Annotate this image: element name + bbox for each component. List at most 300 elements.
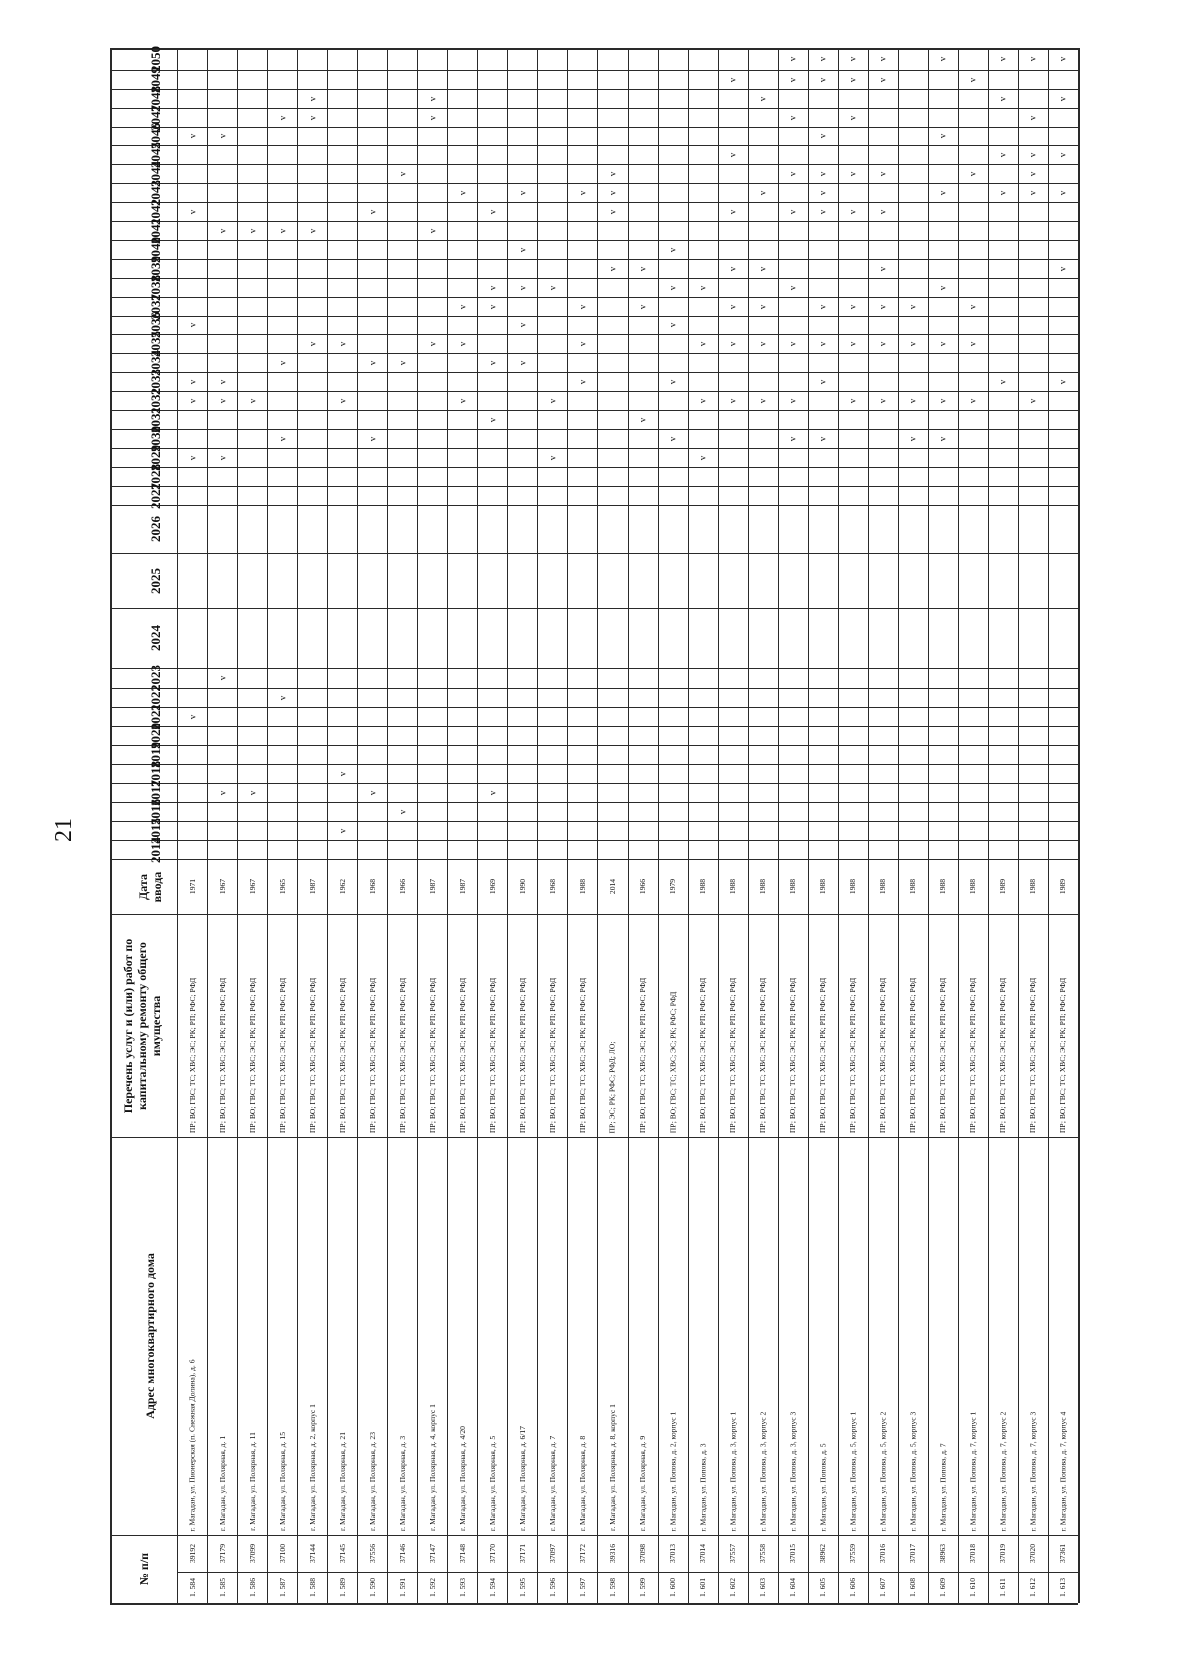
house-id: 37172 — [577, 1544, 587, 1563]
checkmark-2033: v — [997, 379, 1008, 384]
row-number: 1. 589 — [337, 1578, 347, 1597]
house-address: г. Магадан, ул. Попова, д. 5, корпус 1 — [848, 1411, 858, 1531]
checkmark-2046: v — [817, 133, 828, 139]
year-header-2040: 2040 — [147, 236, 163, 263]
house-address: г. Магадан, ул. Попова, д. 5, корпус 3 — [908, 1411, 918, 1531]
checkmark-2021: v — [186, 714, 197, 719]
commissioning-date: 1988 — [968, 878, 978, 895]
checkmark-2050: v — [997, 56, 1008, 62]
checkmark-2029: v — [547, 455, 558, 460]
grid-line — [447, 48, 448, 1603]
year-header-2033: 2033 — [147, 368, 163, 395]
checkmark-2042: v — [607, 209, 618, 214]
checkmark-2034: v — [276, 360, 287, 365]
house-id: 37018 — [968, 1544, 978, 1563]
checkmark-2049: v — [847, 77, 858, 82]
commissioning-date: 1962 — [337, 878, 347, 895]
grid-line — [110, 668, 1078, 669]
checkmark-2044: v — [607, 171, 618, 176]
grid-line — [110, 297, 1078, 298]
services-list: ПР; ВО; ГВС; ТС; ХВС; ЭС; РК; РП; РФС; РФД — [908, 977, 918, 1134]
checkmark-2015: v — [336, 828, 347, 833]
checkmark-2043: v — [997, 190, 1008, 195]
year-header-2015: 2015 — [147, 817, 163, 844]
checkmark-2035: v — [427, 341, 438, 346]
row-number: 1. 602 — [728, 1578, 738, 1597]
checkmark-2039: v — [877, 266, 888, 271]
house-id: 37147 — [427, 1544, 437, 1563]
checkmark-2045: v — [1057, 152, 1068, 157]
checkmark-2042: v — [487, 209, 498, 214]
grid-line — [110, 840, 1078, 841]
grid-line — [628, 48, 629, 1603]
checkmark-2042: v — [817, 209, 828, 214]
checkmark-2044: v — [817, 171, 828, 176]
checkmark-2049: v — [787, 77, 798, 82]
services-list: ПР; ВО; ГВС; ТС; ХВС; ЭС; РК; РП; РФС; РФД — [457, 977, 467, 1134]
checkmark-2050: v — [847, 56, 858, 62]
checkmark-2032: v — [937, 398, 948, 403]
checkmark-2030: v — [667, 436, 678, 441]
house-address: г. Магадан, ул. Полярная, д. 3 — [397, 1435, 407, 1532]
checkmark-2037: v — [757, 304, 768, 309]
checkmark-2045: v — [727, 152, 738, 157]
commissioning-date: 1988 — [848, 878, 858, 895]
house-address: г. Магадан, ул. Попова, д. 3, корпус 1 — [727, 1411, 737, 1531]
house-id: 37015 — [788, 1544, 798, 1563]
house-address: г. Магадан, ул. Попова, д. 5, корпус 2 — [878, 1411, 888, 1531]
row-number: 1. 594 — [487, 1578, 497, 1597]
house-address: г. Магадан, ул. Полярная, д. 9 — [638, 1435, 648, 1532]
checkmark-2034: v — [517, 360, 528, 365]
house-id: 37145 — [337, 1544, 347, 1563]
services-list: ПР; ВО; ГВС; ТС; ХВС; ЭС; РК; РП; РФС; РФД — [307, 977, 317, 1134]
row-number: 1. 611 — [998, 1578, 1008, 1597]
checkmark-2031: v — [637, 417, 648, 422]
services-list: ПР; ВО; ГВС; ТС; ХВС; ЭС; РК; РП; РФС; РФД — [638, 977, 648, 1134]
checkmark-2033: v — [1057, 379, 1068, 384]
commissioning-date: 1966 — [397, 878, 407, 895]
services-list: ПР; ВО; ГВС; ТС; ХВС; ЭС; РК; РП; РФС; РФД — [397, 977, 407, 1134]
grid-line — [110, 859, 1078, 860]
checkmark-2035: v — [727, 341, 738, 346]
checkmark-2044: v — [787, 171, 798, 176]
checkmark-2030: v — [937, 436, 948, 441]
year-header-2031: 2031 — [147, 406, 163, 433]
checkmark-2032: v — [877, 398, 888, 403]
house-address: г. Магадан, ул. Полярная, д. 8, корпус 1 — [607, 1404, 617, 1531]
checkmark-2038: v — [697, 285, 708, 290]
checkmark-2032: v — [907, 398, 918, 403]
grid-line — [110, 410, 1078, 411]
row-number: 1. 609 — [938, 1578, 948, 1597]
grid-line — [110, 391, 1078, 392]
row-number: 1. 610 — [968, 1578, 978, 1597]
year-header-2037: 2037 — [147, 293, 163, 320]
checkmark-2036: v — [517, 322, 528, 328]
year-header-2016: 2016 — [147, 798, 163, 825]
services-list: ПР; ВО; ГВС; ТС; ХВС; ЭС; РК; РП; РФС; РФД — [938, 977, 948, 1134]
house-id: 39316 — [607, 1544, 617, 1563]
checkmark-2032: v — [336, 398, 347, 403]
grid-line — [958, 48, 959, 1603]
year-header-2017: 2017 — [147, 779, 163, 806]
commissioning-date: 1965 — [277, 878, 287, 895]
grid-line — [838, 48, 839, 1603]
grid-line — [808, 48, 809, 1603]
checkmark-2035: v — [847, 341, 858, 346]
checkmark-2049: v — [817, 77, 828, 82]
year-header-2039: 2039 — [147, 255, 163, 282]
grid-line — [297, 48, 298, 1603]
house-address: г. Магадан, ул. Попова, д. 7, корпус 3 — [1028, 1411, 1038, 1531]
checkmark-2036: v — [667, 322, 678, 328]
commissioning-date: 1988 — [938, 878, 948, 895]
checkmark-2043: v — [1027, 190, 1038, 195]
checkmark-2050: v — [787, 56, 798, 62]
house-id: 37020 — [1028, 1544, 1038, 1563]
row-number: 1. 584 — [187, 1578, 197, 1597]
services-list: ПР; ВО; ГВС; ТС; ХВС; ЭС; РК; РП; РФС; РФД — [1028, 977, 1038, 1134]
checkmark-2037: v — [487, 304, 498, 309]
grid-line — [110, 608, 1078, 609]
grid-line — [110, 688, 1078, 689]
house-address: г. Магадан, ул. Полярная, д. 23 — [367, 1431, 377, 1532]
checkmark-2035: v — [967, 341, 978, 346]
checkmark-2037: v — [577, 304, 588, 309]
commissioning-date: 1988 — [788, 878, 798, 895]
checkmark-2041: v — [246, 228, 257, 233]
grid-line — [110, 726, 1078, 727]
checkmark-2043: v — [457, 190, 468, 195]
services-list: ПР; ВО; ГВС; ТС; ХВС; ЭС; РК; РП; РФС; РФД — [878, 977, 888, 1134]
grid-line — [928, 48, 929, 1603]
checkmark-2050: v — [937, 56, 948, 62]
commissioning-date: 1988 — [698, 878, 708, 895]
year-header-2044: 2044 — [147, 160, 163, 187]
services-list: ПР; ВО; ГВС; ТС; ХВС; ЭС; РК; РП; РФС; РФД — [487, 977, 497, 1134]
house-id: 37013 — [668, 1544, 678, 1563]
services-list: ПР; ВО; ГВС; ТС; ХВС; ЭС; РК; РП; РФС; РФД — [427, 977, 437, 1134]
checkmark-2046: v — [216, 133, 227, 139]
commissioning-date: 1989 — [998, 878, 1008, 895]
checkmark-2041: v — [306, 228, 317, 233]
checkmark-2035: v — [817, 341, 828, 346]
grid-line — [110, 108, 1078, 109]
house-id: 37361 — [1058, 1544, 1068, 1563]
checkmark-2041: v — [276, 228, 287, 233]
house-address: г. Магадан, ул. Полярная, д. 7 — [548, 1435, 558, 1532]
checkmark-2043: v — [937, 190, 948, 195]
commissioning-date: 1968 — [548, 878, 557, 895]
year-header-2024: 2024 — [147, 625, 163, 651]
checkmark-2037: v — [457, 304, 468, 309]
grid-line — [417, 48, 418, 1603]
checkmark-2037: v — [907, 304, 918, 309]
checkmark-2038: v — [547, 285, 558, 290]
year-header-2045: 2045 — [147, 141, 163, 168]
year-header-2035: 2035 — [147, 330, 163, 357]
checkmark-2042: v — [847, 209, 858, 214]
grid-line — [110, 821, 1078, 822]
house-address: г. Магадан, ул. Пионерская (п. Снежная Долина), д. 6 — [187, 1359, 197, 1531]
year-header-2020: 2020 — [147, 722, 163, 749]
commissioning-date: 1967 — [247, 878, 257, 895]
checkmark-2023: v — [216, 675, 227, 681]
grid-line — [110, 745, 1078, 746]
checkmark-2050: v — [1057, 56, 1068, 62]
checkmark-2041: v — [216, 228, 227, 233]
house-id: 37019 — [998, 1544, 1008, 1563]
commissioning-date: 1989 — [1058, 878, 1068, 895]
commissioning-date: 1971 — [187, 878, 197, 895]
checkmark-2017: v — [216, 790, 227, 795]
year-header-2019: 2019 — [147, 741, 163, 768]
house-id: 37170 — [487, 1544, 497, 1563]
grid-line — [110, 783, 1078, 784]
commissioning-date: 1988 — [908, 878, 918, 895]
checkmark-2032: v — [697, 398, 708, 403]
row-number: 1. 597 — [577, 1578, 587, 1597]
checkmark-2042: v — [787, 209, 798, 214]
row-number: 1. 613 — [1058, 1578, 1068, 1597]
year-header-2014: 2014 — [147, 836, 163, 863]
commissioning-date: 1988 — [878, 878, 888, 895]
house-address: г. Магадан, ул. Полярная, д. 4/20 — [457, 1426, 467, 1531]
services-list: ПР; ВО; ГВС; ТС; ХВС; ЭС; РК; РП; РФС; РФД — [788, 977, 798, 1134]
year-header-2047: 2047 — [147, 104, 163, 131]
grid-line — [110, 914, 1078, 915]
grid-line — [207, 48, 208, 1603]
services-list: ПР; ВО; ГВС; ТС; ХВС; ЭС; РК; РП; РФС; РФД — [548, 977, 558, 1134]
row-number: 1. 588 — [307, 1578, 317, 1597]
checkmark-2044: v — [877, 171, 888, 176]
year-header-2050: 2050 — [147, 46, 163, 72]
checkmark-2041: v — [427, 228, 438, 233]
grid-line — [110, 145, 1078, 146]
grid-line — [110, 48, 112, 1603]
checkmark-2047: v — [787, 115, 798, 120]
grid-line — [110, 259, 1078, 260]
house-id: 38962 — [818, 1544, 828, 1563]
row-number: 1. 603 — [758, 1578, 768, 1597]
grid-line — [110, 89, 1078, 90]
year-header-2021: 2021 — [147, 703, 163, 730]
services-list: ПР; ВО; ГВС; ТС; ХВС; ЭС; РК; РП; РФС; РФД — [247, 977, 257, 1134]
row-number: 1. 587 — [277, 1578, 287, 1597]
house-id: 39192 — [187, 1544, 197, 1563]
checkmark-2035: v — [697, 341, 708, 346]
row-number: 1. 598 — [607, 1578, 617, 1597]
house-id: 37014 — [698, 1544, 708, 1563]
year-header-2025: 2025 — [147, 567, 163, 594]
grid-line — [477, 48, 478, 1603]
checkmark-2033: v — [667, 379, 678, 384]
year-header-2029: 2029 — [147, 444, 163, 471]
house-address: г. Магадан, ул. Полярная, д. 4, корпус 1 — [427, 1404, 437, 1531]
grid-line — [110, 164, 1078, 165]
checkmark-2035: v — [757, 341, 768, 346]
row-number: 1. 590 — [367, 1578, 377, 1597]
row-number: 1. 586 — [247, 1578, 257, 1597]
row-number: 1. 593 — [457, 1578, 467, 1597]
house-id: 37016 — [878, 1544, 888, 1563]
commissioning-date: 1990 — [517, 878, 527, 895]
row-number: 1. 605 — [818, 1578, 828, 1597]
services-list: ПР; ВО; ГВС; ТС; ХВС; ЭС; РК; РП; РФС; РФД — [187, 977, 197, 1134]
checkmark-2044: v — [1027, 171, 1038, 176]
year-header-2027: 2027 — [147, 482, 163, 509]
grid-line — [110, 316, 1078, 317]
house-id: 37098 — [638, 1544, 648, 1563]
house-id: 37179 — [217, 1544, 227, 1563]
row-number: 1. 608 — [908, 1578, 918, 1597]
grid-line — [1048, 48, 1049, 1603]
house-id: 37148 — [457, 1544, 467, 1563]
checkmark-2048: v — [997, 96, 1008, 101]
number-header: № п/п — [136, 1552, 151, 1586]
grid-line — [110, 486, 1078, 487]
grid-line — [1078, 48, 1080, 1603]
checkmark-2034: v — [397, 360, 407, 365]
checkmark-2030: v — [907, 436, 918, 441]
house-address: г. Магадан, ул. Полярная, д. 15 — [277, 1431, 287, 1532]
grid-line — [567, 48, 568, 1603]
house-id: 37100 — [277, 1544, 287, 1563]
checkmark-2035: v — [877, 341, 888, 346]
checkmark-2043: v — [577, 190, 588, 195]
commissioning-date: 1988 — [578, 878, 588, 895]
row-number: 1. 604 — [788, 1578, 798, 1597]
checkmark-2035: v — [336, 341, 347, 346]
row-number: 1. 596 — [547, 1578, 557, 1597]
house-id: 37097 — [547, 1544, 557, 1563]
services-header: Перечень услуг и (или) работ по капитальному ремонту общего имущества — [120, 938, 163, 1113]
checkmark-2038: v — [667, 285, 678, 290]
house-id: 37559 — [848, 1544, 858, 1563]
checkmark-2038: v — [787, 285, 798, 290]
grid-line — [110, 1535, 1078, 1536]
row-number: 1. 599 — [638, 1578, 648, 1597]
house-address: г. Магадан, ул. Полярная, д. 8 — [578, 1435, 588, 1532]
house-address: г. Магадан, ул. Попова, д. 7, корпус 1 — [968, 1411, 978, 1531]
services-list: ПР; ВО; ГВС; ТС; ХВС; ЭС; РК; РП; РФС; РФД — [968, 977, 978, 1134]
row-number: 1. 592 — [427, 1578, 437, 1597]
year-header-2043: 2043 — [147, 179, 163, 206]
house-address: г. Магадан, ул. Полярная, д. 6/17 — [517, 1426, 527, 1531]
commissioning-date: 1988 — [1028, 878, 1038, 895]
checkmark-2032: v — [727, 398, 738, 403]
row-number: 1. 607 — [878, 1578, 888, 1597]
grid-line — [110, 221, 1078, 222]
checkmark-2029: v — [186, 455, 197, 460]
commissioning-date: 1987 — [307, 878, 317, 895]
row-number: 1. 601 — [698, 1578, 708, 1597]
row-number: 1. 606 — [848, 1578, 858, 1597]
checkmark-2033: v — [216, 379, 227, 384]
commissioning-date: 2014 — [608, 878, 618, 895]
house-id: 38963 — [938, 1544, 948, 1563]
grid-line — [357, 48, 358, 1603]
grid-line — [898, 48, 899, 1603]
checkmark-2047: v — [847, 115, 858, 120]
grid-line — [110, 467, 1078, 468]
grid-line — [778, 48, 779, 1603]
checkmark-2044: v — [847, 171, 858, 176]
commissioning-date: 1967 — [217, 878, 227, 895]
checkmark-2049: v — [727, 77, 738, 82]
checkmark-2039: v — [727, 266, 738, 271]
grid-line — [688, 48, 689, 1603]
grid-line — [177, 48, 178, 1603]
checkmark-2035: v — [577, 341, 588, 346]
checkmark-2030: v — [817, 436, 828, 441]
services-list: ПР; ВО; ГВС; ТС; ХВС; ЭС; РК; РП; РФС; РФД — [367, 977, 377, 1134]
grid-line — [110, 1137, 1078, 1138]
grid-line — [110, 353, 1078, 354]
row-number: 1. 600 — [668, 1578, 678, 1597]
year-header-2034: 2034 — [147, 349, 163, 376]
year-header-2041: 2041 — [147, 217, 163, 244]
house-id: 37171 — [517, 1544, 527, 1563]
checkmark-2017: v — [366, 790, 377, 795]
grid-line — [507, 48, 508, 1603]
checkmark-2043: v — [1057, 190, 1068, 195]
checkmark-2038: v — [487, 285, 498, 290]
checkmark-2038: v — [937, 285, 948, 290]
checkmark-2030: v — [276, 436, 287, 441]
services-list: ПР; ЭС; РК; РФС; РФД; ЛО; — [607, 1041, 617, 1133]
checkmark-2032: v — [787, 398, 798, 403]
checkmark-2029: v — [697, 455, 708, 460]
checkmark-2032: v — [847, 398, 858, 403]
checkmark-2032: v — [216, 398, 227, 403]
house-address: г. Магадан, ул. Полярная, д. 1 — [217, 1435, 227, 1532]
checkmark-2043: v — [517, 190, 528, 195]
row-number: 1. 612 — [1028, 1578, 1038, 1597]
grid-line — [110, 707, 1078, 708]
services-list: ПР; ВО; ГВС; ТС; ХВС; ЭС; РК; РП; РФС; РФД — [728, 977, 738, 1134]
checkmark-2034: v — [487, 360, 498, 365]
commissioning-date: 1988 — [728, 878, 738, 895]
checkmark-2044: v — [967, 171, 978, 176]
checkmark-2043: v — [817, 190, 828, 195]
house-id: 37558 — [758, 1544, 768, 1563]
house-id: 37557 — [728, 1544, 738, 1563]
grid-line — [267, 48, 268, 1603]
checkmark-2049: v — [967, 77, 978, 82]
checkmark-2033: v — [817, 379, 828, 384]
checkmark-2035: v — [907, 341, 918, 346]
checkmark-2035: v — [457, 341, 468, 346]
checkmark-2029: v — [216, 455, 227, 460]
checkmark-2042: v — [877, 209, 888, 214]
commissioning-date: 1987 — [457, 878, 467, 895]
house-address: г. Магадан, ул. Попова, д. 7, корпус 4 — [1058, 1411, 1068, 1531]
grid-line — [988, 48, 989, 1603]
checkmark-2032: v — [547, 398, 558, 403]
checkmark-2037: v — [637, 304, 648, 309]
grid-line — [868, 48, 869, 1603]
page-number: 21 — [51, 818, 77, 842]
checkmark-2035: v — [306, 341, 317, 346]
commissioning-date: 1966 — [638, 878, 648, 895]
commissioning-date: 1987 — [427, 878, 437, 895]
grid-line — [110, 202, 1078, 203]
checkmark-2017: v — [246, 790, 257, 795]
commissioning-date: 1988 — [758, 878, 768, 895]
checkmark-2032: v — [967, 398, 978, 403]
